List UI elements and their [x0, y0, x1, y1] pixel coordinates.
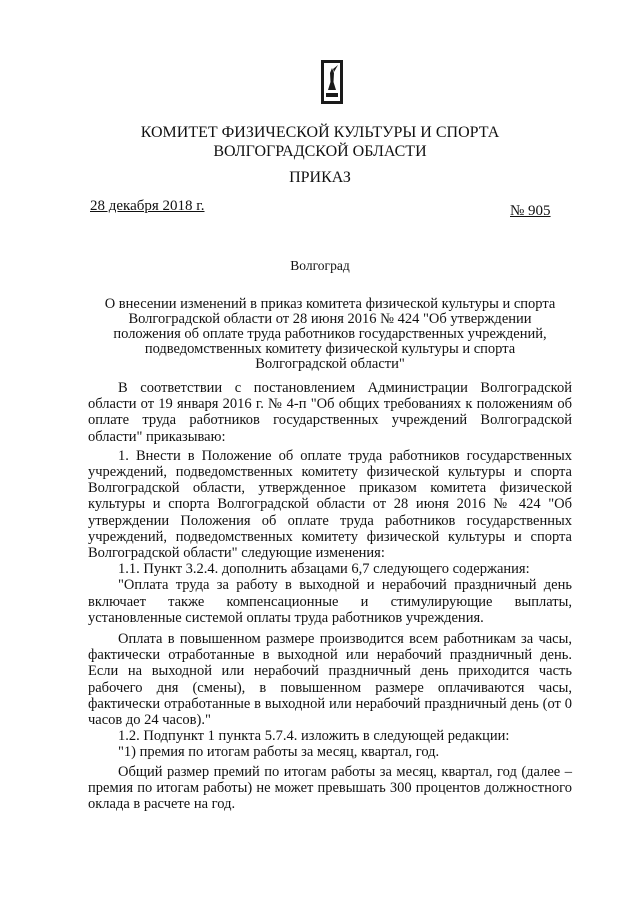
clause-1-2-paragraph: 1.2. Подпункт 1 пункта 5.7.4. изложить в следующей редакции:	[118, 728, 510, 745]
clause-1-paragraph: 1. Внести в Положение об оплате труда работников государственных учреждений, подведомственных комитету физической культуры и спорта Волгоградской области, утвержденное приказом комитета физической культуры и спорта Волгоградской области от 28 июня 2016 № 424 "Об утверждении Положения об оплате труда работников государственных учреждений, подведомственных комитету физической культуры и спорта Волгоградской области" следующие изменения:	[88, 447, 572, 562]
document-date: 28 декабря 2018 г.	[90, 198, 205, 214]
subject-line4: подведомственных комитету физической культуры и спорта	[144, 341, 516, 357]
subject-line5: Волгоградской области"	[255, 356, 405, 372]
org-title-line1: КОМИТЕТ ФИЗИЧЕСКОЙ КУЛЬТУРЫ И СПОРТА	[140, 124, 500, 141]
clause-1-1-quote-paragraph-2: Оплата в повышенном размере производится всем работникам за часы, фактически отработанные в выходной или нерабочий праздничный день. Если на выходной или нерабочий праздничный день приходится часть рабочего дня (смены), в повышенном размере оплачиваются часы, фактически отработанные в выходной или нерабочий праздничный день (от 0 часов до 24 часов)."	[88, 631, 572, 729]
clause-1-2-quote-paragraph: "1) премия по итогам работы за месяц, квартал, год.	[118, 744, 440, 761]
document-number: № 905	[510, 203, 551, 219]
preamble-paragraph: В соответствии с постановлением Администрации Волгоградской области от 19 января 2016 г. № 4-п "Об общих требованиях к положениям об оплате труда работников государственных учреждений Волгоградской области" приказываю:	[88, 380, 572, 445]
organization-title	[0, 123, 640, 161]
subject-line3: положения об оплате труда работников государственных учреждений,	[113, 326, 547, 342]
clause-1-1-quote-paragraph: "Оплата труда за работу в выходной и нерабочий праздничный день включает также компенсационные и стимулирующие выплаты, установленные системой оплаты труда работников учреждения.	[88, 577, 572, 626]
document-subject	[88, 297, 572, 372]
org-title-line2: ВОЛГОГРАДСКОЙ ОБЛАСТИ	[213, 143, 427, 160]
subject-line1: О внесении изменений в приказ комитета физической культуры и спорта	[104, 296, 556, 312]
subject-line2: Волгоградской области от 28 июня 2016 № 424 "Об утверждении	[128, 311, 532, 327]
coat-of-arms-icon	[321, 60, 343, 104]
document-type: ПРИКАЗ	[289, 169, 351, 186]
document-body	[88, 380, 572, 812]
document-city: Волгоград	[290, 258, 350, 273]
clause-1-2-quote-paragraph-2: Общий размер премий по итогам работы за месяц, квартал, год (далее – премия по итогам работы) не может превышать 300 процентов должностного оклада в расчете на год.	[88, 763, 572, 813]
clause-1-1-paragraph: 1.1. Пункт 3.2.4. дополнить абзацами 6,7 следующего содержания:	[118, 561, 530, 578]
